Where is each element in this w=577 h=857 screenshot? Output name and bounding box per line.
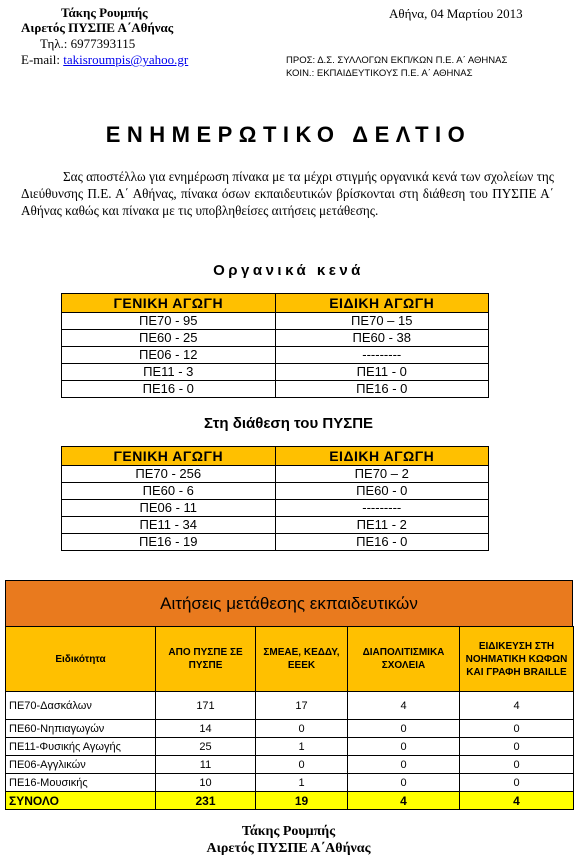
- transfers-cell: ΠΕ70-Δασκάλων: [6, 692, 156, 720]
- table-row: [62, 330, 489, 347]
- vacancies-cell: ΠΕ60 - 38: [275, 330, 489, 347]
- total-row: [6, 792, 574, 810]
- document-title: ΕΝΗΜΕΡΩΤΙΚΟ ΔΕΛΤΙΟ: [105, 122, 472, 147]
- transfers-cell: 4: [348, 692, 460, 720]
- transfers-cell: ΠΕ06-Αγγλικών: [6, 756, 156, 774]
- transfers-cell: 0: [460, 774, 574, 792]
- table-row: [6, 756, 574, 774]
- transfers-header-pyspe: ΑΠΟ ΠΥΣΠΕ ΣΕ ΠΥΣΠΕ: [156, 627, 256, 692]
- transfers-cell: 0: [348, 738, 460, 756]
- table-row: [62, 364, 489, 381]
- table-row: [6, 720, 574, 738]
- transfers-cell: 0: [460, 756, 574, 774]
- vacancies-cell: ΠΕ70 – 15: [275, 313, 489, 330]
- vacancies-cell: ---------: [275, 347, 489, 364]
- transfers-cell: ΠΕ11-Φυσικής Αγωγής: [6, 738, 156, 756]
- table-row: [62, 466, 489, 483]
- transfers-header-smeae: ΣΜΕΑΕ, ΚΕΔΔΥ, ΕΕΕΚ: [256, 627, 348, 692]
- transfers-cell: 0: [348, 756, 460, 774]
- phone: Τηλ.: 6977393115: [40, 36, 136, 51]
- disposal-cell: ΠΕ60 - 6: [62, 483, 276, 500]
- disposal-cell: ΠΕ11 - 34: [62, 517, 276, 534]
- date: Αθήνα, 04 Μαρτίου 2013: [389, 6, 523, 21]
- table-row: [6, 738, 574, 756]
- transfers-cell: 0: [348, 720, 460, 738]
- table-row: [62, 534, 489, 551]
- vacancies-cell: ΠΕ06 - 12: [62, 347, 276, 364]
- vacancies-cell: ΠΕ60 - 25: [62, 330, 276, 347]
- vacancies-cell: ΠΕ70 - 95: [62, 313, 276, 330]
- table-row: [62, 500, 489, 517]
- total-cell: 231: [156, 792, 256, 810]
- signature-role: Αιρετός ΠΥΣΠΕ Α΄Αθήνας: [206, 841, 371, 856]
- transfers-section: [5, 580, 573, 810]
- disposal-cell: ΠΕ11 - 2: [275, 517, 489, 534]
- author-role: Αιρετός ΠΥΣΠΕ Α΄Αθήνας: [21, 20, 174, 35]
- total-cell: 4: [348, 792, 460, 810]
- transfers-cell: 171: [156, 692, 256, 720]
- transfers-cell: 0: [256, 720, 348, 738]
- table-row: [6, 774, 574, 792]
- transfers-header-intercultural: ΔΙΑΠΟΛΙΤΙΣΜΙΚΑ ΣΧΟΛΕΙΑ: [348, 627, 460, 692]
- disposal-cell: ΠΕ06 - 11: [62, 500, 276, 517]
- disposal-header-special: ΕΙΔΙΚΗ ΑΓΩΓΗ: [275, 447, 489, 466]
- transfers-cell: 14: [156, 720, 256, 738]
- vacancies-header-special: ΕΙΔΙΚΗ ΑΓΩΓΗ: [275, 294, 489, 313]
- transfers-cell: 1: [256, 738, 348, 756]
- vacancies-cell: ΠΕ16 - 0: [62, 381, 276, 398]
- recipient-to: ΠΡΟΣ: Δ.Σ. ΣΥΛΛΟΓΩΝ ΕΚΠ/ΚΩΝ Π.Ε. Α΄ ΑΘΗΝΑΣ: [286, 55, 508, 66]
- table-row: [62, 381, 489, 398]
- vacancies-cell: ΠΕ11 - 3: [62, 364, 276, 381]
- transfers-table: [5, 626, 574, 810]
- transfers-cell: ΠΕ16-Μουσικής: [6, 774, 156, 792]
- email-line: [21, 52, 188, 67]
- total-cell: 4: [460, 792, 574, 810]
- transfers-cell: 0: [460, 738, 574, 756]
- transfers-cell: 0: [348, 774, 460, 792]
- vacancies-header-general: ΓΕΝΙΚΗ ΑΓΩΓΗ: [62, 294, 276, 313]
- transfers-header-braille: ΕΙΔΙΚΕΥΣΗ ΣΤΗ ΝΟΗΜΑΤΙΚΗ ΚΩΦΩΝ ΚΑΙ ΓΡΑΦΗ BRAILLE: [460, 627, 574, 692]
- transfers-cell: 1: [256, 774, 348, 792]
- transfers-cell: 0: [460, 720, 574, 738]
- disposal-cell: ΠΕ16 - 19: [62, 534, 276, 551]
- transfers-cell: 4: [460, 692, 574, 720]
- transfers-cell: 10: [156, 774, 256, 792]
- table-row: [62, 347, 489, 364]
- email-link[interactable]: takisroumpis@yahoo.gr: [63, 52, 189, 67]
- disposal-cell: ΠΕ70 - 256: [62, 466, 276, 483]
- total-label: ΣΥΝΟΛΟ: [6, 792, 156, 810]
- intro-paragraph: Σας αποστέλλω για ενημέρωση πίνακα με τα μέχρι στιγμής οργανικά κενά των σχολείων της Διεύθυνσης Π.Ε. Α΄ Αθήνας, πίνακα όσων εκπαιδευτικών βρίσκονται στη διάθεση του ΠΥΣΠΕ Α΄ Αθήνας καθώς και πίνακα με τις υποβληθείσες αιτήσεις μετάθεσης.: [21, 169, 554, 218]
- disposal-cell: ΠΕ16 - 0: [275, 534, 489, 551]
- vacancies-title: Οργανικά κενά: [213, 262, 364, 279]
- disposal-title: Στη διάθεση του ΠΥΣΠΕ: [203, 415, 374, 432]
- transfers-cell: 11: [156, 756, 256, 774]
- vacancies-cell: ΠΕ11 - 0: [275, 364, 489, 381]
- transfers-cell: 0: [256, 756, 348, 774]
- disposal-cell: ---------: [275, 500, 489, 517]
- transfers-cell: ΠΕ60-Νηπιαγωγών: [6, 720, 156, 738]
- recipient-cc: ΚΟΙΝ.: ΕΚΠΑΙΔΕΥΤΙΚΟΥΣ Π.Ε. Α΄ ΑΘΗΝΑΣ: [286, 68, 473, 79]
- author-name: Τάκης Ρουμπής: [61, 5, 148, 20]
- transfers-title: Αιτήσεις μετάθεσης εκπαιδευτικών: [5, 580, 573, 626]
- vacancies-table: [61, 293, 489, 398]
- table-row: [6, 692, 574, 720]
- signature-name: Τάκης Ρουμπής: [241, 824, 336, 839]
- table-row: [62, 517, 489, 534]
- transfers-header-specialty: Ειδικότητα: [6, 627, 156, 692]
- vacancies-cell: ΠΕ16 - 0: [275, 381, 489, 398]
- disposal-table: [61, 446, 489, 551]
- transfers-cell: 17: [256, 692, 348, 720]
- disposal-cell: ΠΕ70 – 2: [275, 466, 489, 483]
- email-label: E-mail:: [21, 52, 60, 67]
- disposal-header-general: ΓΕΝΙΚΗ ΑΓΩΓΗ: [62, 447, 276, 466]
- total-cell: 19: [256, 792, 348, 810]
- disposal-cell: ΠΕ60 - 0: [275, 483, 489, 500]
- table-row: [62, 313, 489, 330]
- table-row: [62, 483, 489, 500]
- transfers-cell: 25: [156, 738, 256, 756]
